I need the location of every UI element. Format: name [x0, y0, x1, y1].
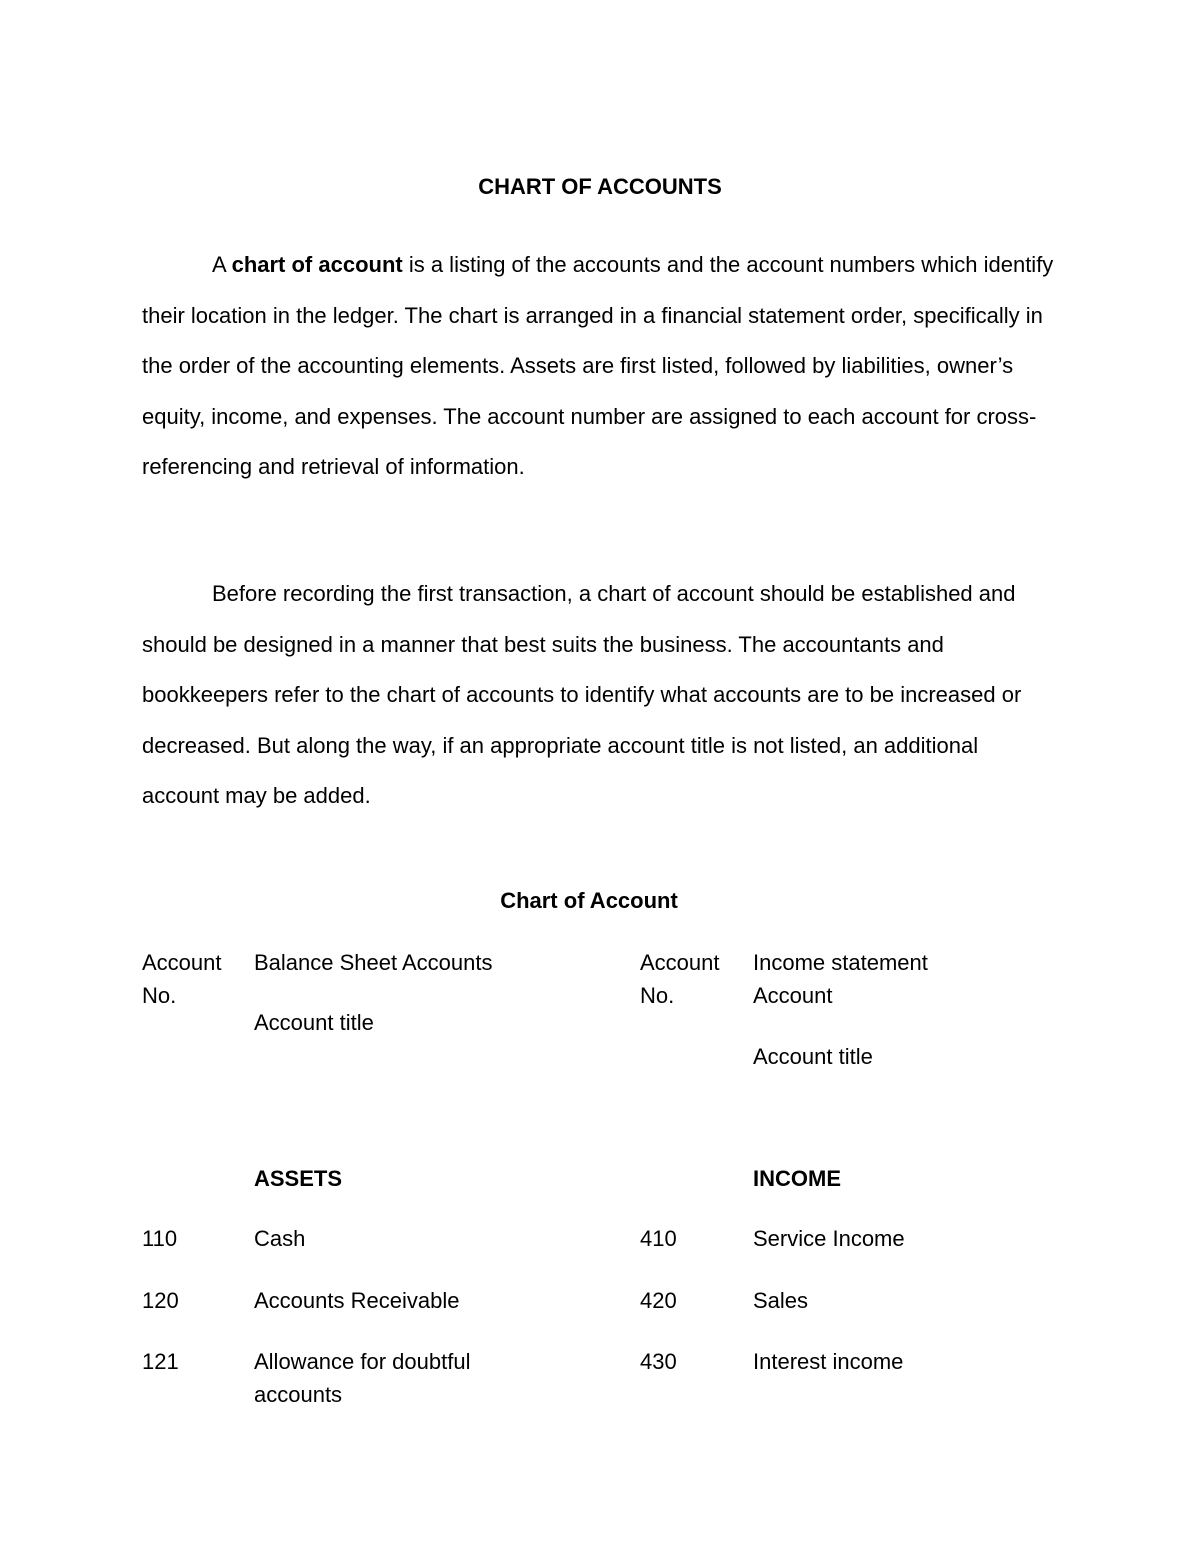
table-row-right-account-title: Sales — [753, 1288, 809, 1313]
left-account-no-header-line2: No. — [142, 983, 177, 1008]
right-account-no-header-line2: No. — [640, 983, 675, 1008]
income-statement-header-line1: Income statement — [753, 950, 928, 975]
intro-lead: A — [212, 252, 232, 277]
table-row-right-account-no: 420 — [640, 1288, 677, 1313]
right-account-title-header: Account title — [753, 1044, 873, 1069]
balance-sheet-header: Balance Sheet Accounts — [254, 950, 493, 975]
table-title: Chart of Account — [500, 888, 678, 913]
second-paragraph: Before recording the first transaction, a chart of account should be established and should be designed in a manner that best suits the business. The accountants and bookkeepers refer to the chart of accounts to identify what accounts are to be increased or decreased. But along the way, if an appropriate account title is not listed, an additional account may be added. — [142, 581, 1022, 808]
assets-section-header: ASSETS — [254, 1166, 343, 1191]
table-row-left-account-no: 120 — [142, 1288, 179, 1313]
table-row-left-account-no: 110 — [142, 1226, 178, 1251]
intro-paragraph — [142, 240, 1057, 493]
right-account-no-header-line1: Account — [640, 950, 720, 975]
table-row-right-account-no: 430 — [640, 1349, 677, 1374]
table-row-left-account-title: Accounts Receivable — [254, 1288, 460, 1313]
document-title: CHART OF ACCOUNTS — [478, 174, 722, 199]
table-row-left-account-title: Allowance for doubtful accounts — [254, 1349, 471, 1407]
table-row-right-account-no: 410 — [640, 1226, 677, 1251]
table-row-right-account-title: Interest income — [753, 1349, 904, 1374]
income-section-header: INCOME — [753, 1166, 841, 1191]
table-row-right-account-title: Service Income — [753, 1226, 905, 1251]
intro-rest: is a listing of the accounts and the account numbers which identify their location in the ledger. The chart is arranged in a financial statement order, specifically in the order of the accounting elements. Assets are first listed, followed by liabilities, owner’s equity, income, and expenses. The account number are assigned to each account for cross-referencing and retrieval of information. — [142, 252, 1054, 479]
table-row-left-account-title: Cash — [254, 1226, 306, 1251]
intro-bold-term: chart of account — [231, 252, 403, 277]
left-account-no-header-line1: Account — [142, 950, 222, 975]
income-statement-header-line2: Account — [753, 983, 833, 1008]
left-account-title-header: Account title — [254, 1010, 374, 1035]
table-row-left-account-no: 121 — [142, 1349, 179, 1374]
